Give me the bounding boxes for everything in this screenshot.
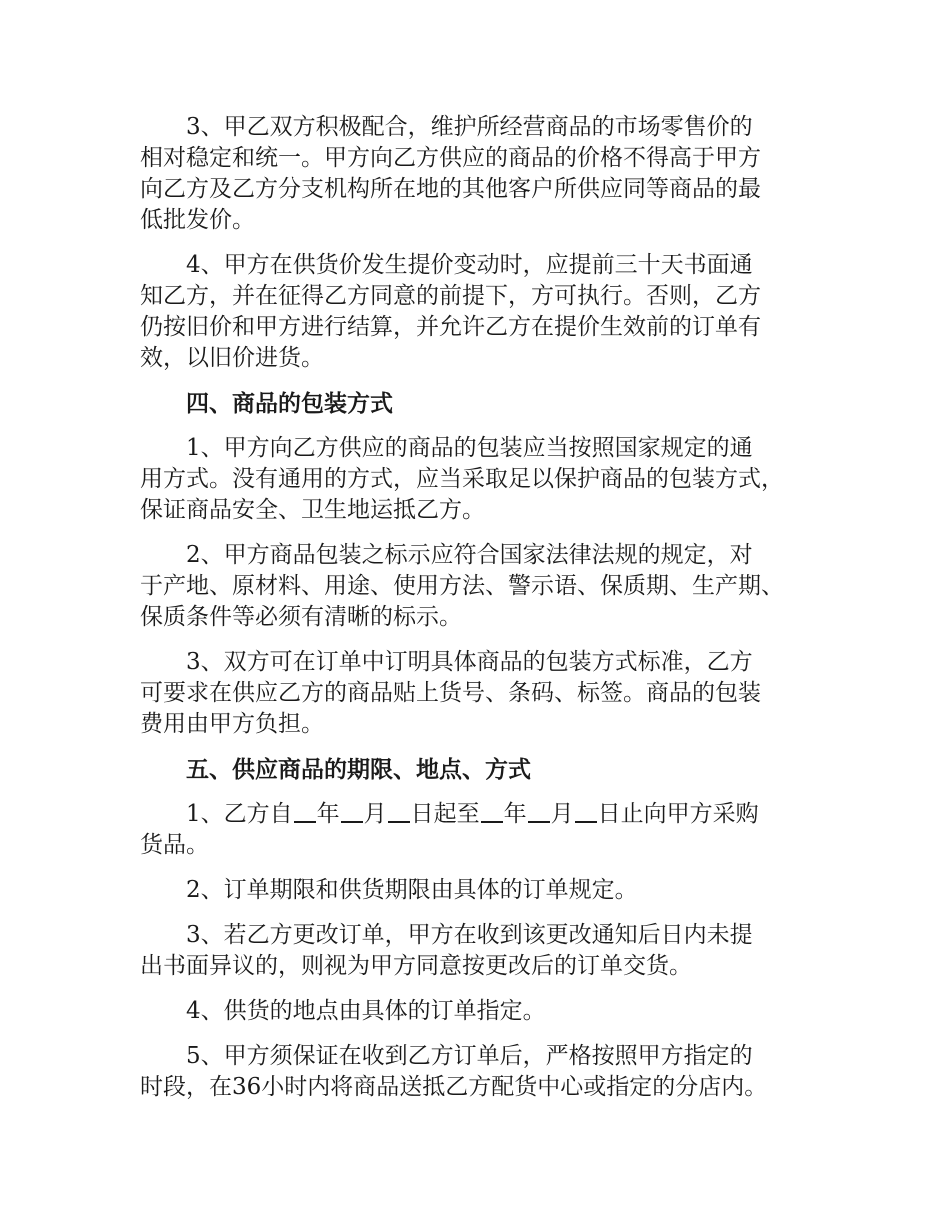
text-line: 可要求在供应乙方的商品贴上货号、条码、标签。商品的包装 [140,680,761,706]
text-line: 知乙方，并在征得乙方同意的前提下，方可执行。否则，乙方 [140,283,761,309]
text-line: 货品。 [140,832,209,858]
text-segment: 年 [316,801,340,827]
text-line: 低批发价。 [140,207,255,233]
date-blank [575,801,597,823]
text-line: 2、订单期限和供货期限由具体的订单规定。 [186,877,638,903]
text-segment: 日起至 [410,801,480,827]
date-blank [341,801,363,823]
packaging-clause-3 [140,647,830,740]
text-line: 相对稳定和统一。甲方向乙方供应的商品的价格不得高于甲方 [140,145,761,171]
text-segment: 日止向甲方采购 [597,801,759,827]
text-line: 3、甲乙双方积极配合，维护所经营商品的市场零售价的 [186,114,753,140]
text-line: 5、甲方须保证在收到乙方订单后，严格按照甲方指定的 [186,1043,753,1069]
text-segment: 月 [363,801,387,827]
text-line: 出书面异议的，则视为甲方同意按更改后的订单交货。 [140,953,692,979]
text-line: 3、若乙方更改订单，甲方在收到该更改通知后日内未提 [186,922,753,948]
clause-3-price-stability [140,112,830,236]
text-line: 2、甲方商品包装之标示应符合国家法律法规的规定，对 [186,542,753,568]
text-line: 3、双方可在订单中订明具体商品的包装方式标准，乙方 [186,649,753,675]
supply-clause-1 [140,799,830,861]
text-line: 1、甲方向乙方供应的商品的包装应当按照国家规定的通 [186,435,753,461]
supply-clause-3 [140,920,830,982]
text-line-with-blanks [140,799,830,830]
date-blank [528,801,550,823]
packaging-clause-1 [140,433,830,526]
text-line: 费用由甲方负担。 [140,711,324,737]
packaging-clause-2 [140,540,830,633]
date-blank [388,801,410,823]
text-line: 仍按旧价和甲方进行结算，并允许乙方在提价生效前的订单有 [140,314,761,340]
text-line: 时段，在36小时内将商品送抵乙方配货中心或指定的分店内。 [140,1074,768,1100]
text-segment: 年 [503,801,527,827]
text-line: 效，以旧价进货。 [140,345,324,371]
text-line: 4、甲方在供货价发生提价变动时，应提前三十天书面通 [186,252,753,278]
heading-text: 四、商品的包装方式 [186,390,393,417]
text-line: 向乙方及乙方分支机构所在地的其他客户所供应同等商品的最 [140,176,761,202]
supply-clause-4 [140,996,830,1027]
section-heading-packaging [140,388,830,419]
document-page [140,112,830,1117]
heading-text: 五、供应商品的期限、地点、方式 [186,756,531,783]
text-line: 用方式。没有通用的方式，应当采取足以保护商品的包装方式， [140,466,784,492]
date-blank [294,801,316,823]
text-line: 保证商品安全、卫生地运抵乙方。 [140,497,485,523]
supply-clause-2 [140,875,830,906]
section-heading-supply-terms [140,754,830,785]
date-blank [481,801,503,823]
text-line: 于产地、原材料、用途、使用方法、警示语、保质期、生产期、 [140,573,784,599]
text-segment: 月 [550,801,574,827]
text-line: 保质条件等必须有清晰的标示。 [140,604,462,630]
supply-clause-5 [140,1041,830,1103]
text-segment: 1、乙方自 [186,801,293,827]
text-line: 4、供货的地点由具体的订单指定。 [186,998,546,1024]
clause-4-price-increase [140,250,830,374]
